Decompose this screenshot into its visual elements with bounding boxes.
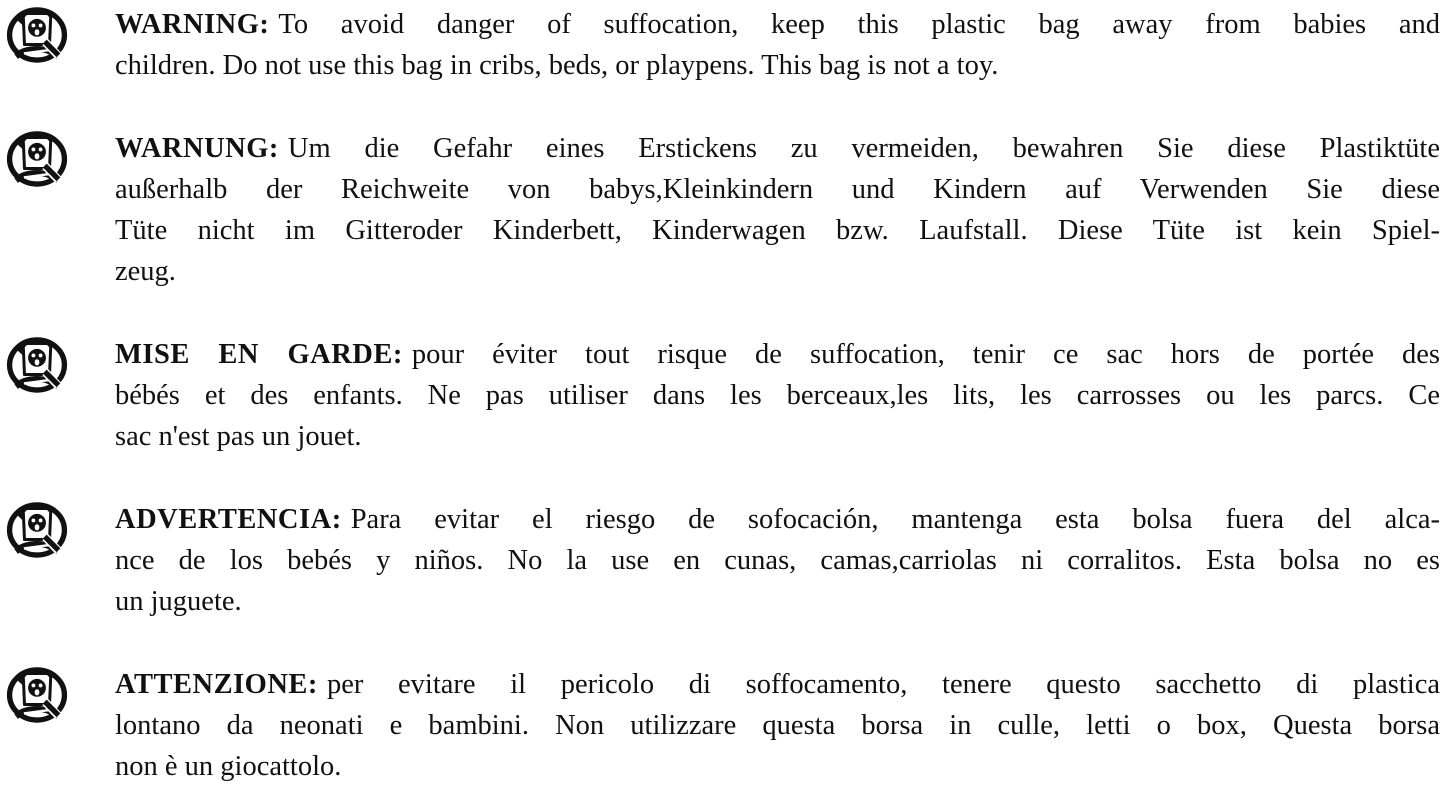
warning-text: per evitare il pericolo di soffocamento, tenere questo sacchetto di plastica xyxy=(326,669,1440,700)
warning-list xyxy=(0,2,1445,787)
warning-text-line: nce de los bebés y niños. No la use en cunas, camas,carriolas ni corralitos. Esta bolsa no es xyxy=(115,545,1440,576)
warning-text-line xyxy=(115,664,1440,705)
warning-label: MISE EN GARDE: xyxy=(115,339,403,370)
warning-label: ADVERTENCIA: xyxy=(115,504,342,535)
warning-text: pour éviter tout risque de suffocation, tenir ce sac hors de portée des xyxy=(411,339,1440,370)
suffocation-warning-icon xyxy=(6,336,68,394)
warning-text-line: non è un giocattolo. xyxy=(115,751,342,782)
warning-text-line: zeug. xyxy=(115,256,176,287)
warning-row xyxy=(0,497,1445,622)
suffocation-warning-icon xyxy=(6,6,68,64)
warning-text-line: Tüte nicht im Gitteroder Kinderbett, Kinderwagen bzw. Laufstall. Diese Tüte ist kein Spiel- xyxy=(115,215,1440,246)
warning-text-line: bébés et des enfants. Ne pas utiliser dans les berceaux,les lits, les carrosses ou les parcs. Ce xyxy=(115,380,1440,411)
warning-text-line: sac n'est pas un jouet. xyxy=(115,421,362,452)
warning-text: Um die Gefahr eines Erstickens zu vermeiden, bewahren Sie diese Plastiktüte xyxy=(287,133,1440,164)
suffocation-warning-icon xyxy=(6,130,68,188)
warning-row xyxy=(0,2,1445,86)
warning-row xyxy=(0,126,1445,292)
warning-text-line xyxy=(115,128,1440,169)
warning-text-line xyxy=(115,334,1440,375)
warning-text: To avoid danger of suffocation, keep this plastic bag away from babies and xyxy=(278,9,1440,40)
warning-text-line: un juguete. xyxy=(115,586,242,617)
warning-paragraph xyxy=(115,497,1440,622)
warning-text-line: lontano da neonati e bambini. Non utilizzare questa borsa in culle, letti o box, Questa borsa xyxy=(115,710,1440,741)
warning-text-line: children. Do not use this bag in cribs, beds, or playpens. This bag is not a toy. xyxy=(115,50,999,81)
warning-text-line xyxy=(115,499,1440,540)
warning-row xyxy=(0,662,1445,787)
suffocation-warning-icon xyxy=(6,501,68,559)
warning-text-line xyxy=(115,4,1440,45)
warning-text: Para evitar el riesgo de sofocación, mantenga esta bolsa fuera del alca- xyxy=(350,504,1440,535)
warning-paragraph xyxy=(115,2,1440,86)
warning-paragraph xyxy=(115,662,1440,787)
warning-label: WARNING: xyxy=(115,9,270,40)
suffocation-warning-icon xyxy=(6,666,68,724)
warning-label: WARNUNG: xyxy=(115,133,279,164)
warning-row xyxy=(0,332,1445,457)
warning-paragraph xyxy=(115,126,1440,292)
warning-label: ATTENZIONE: xyxy=(115,669,318,700)
warning-text-line: außerhalb der Reichweite von babys,Kleinkindern und Kindern auf Verwenden Sie diese xyxy=(115,174,1440,205)
warning-paragraph xyxy=(115,332,1440,457)
